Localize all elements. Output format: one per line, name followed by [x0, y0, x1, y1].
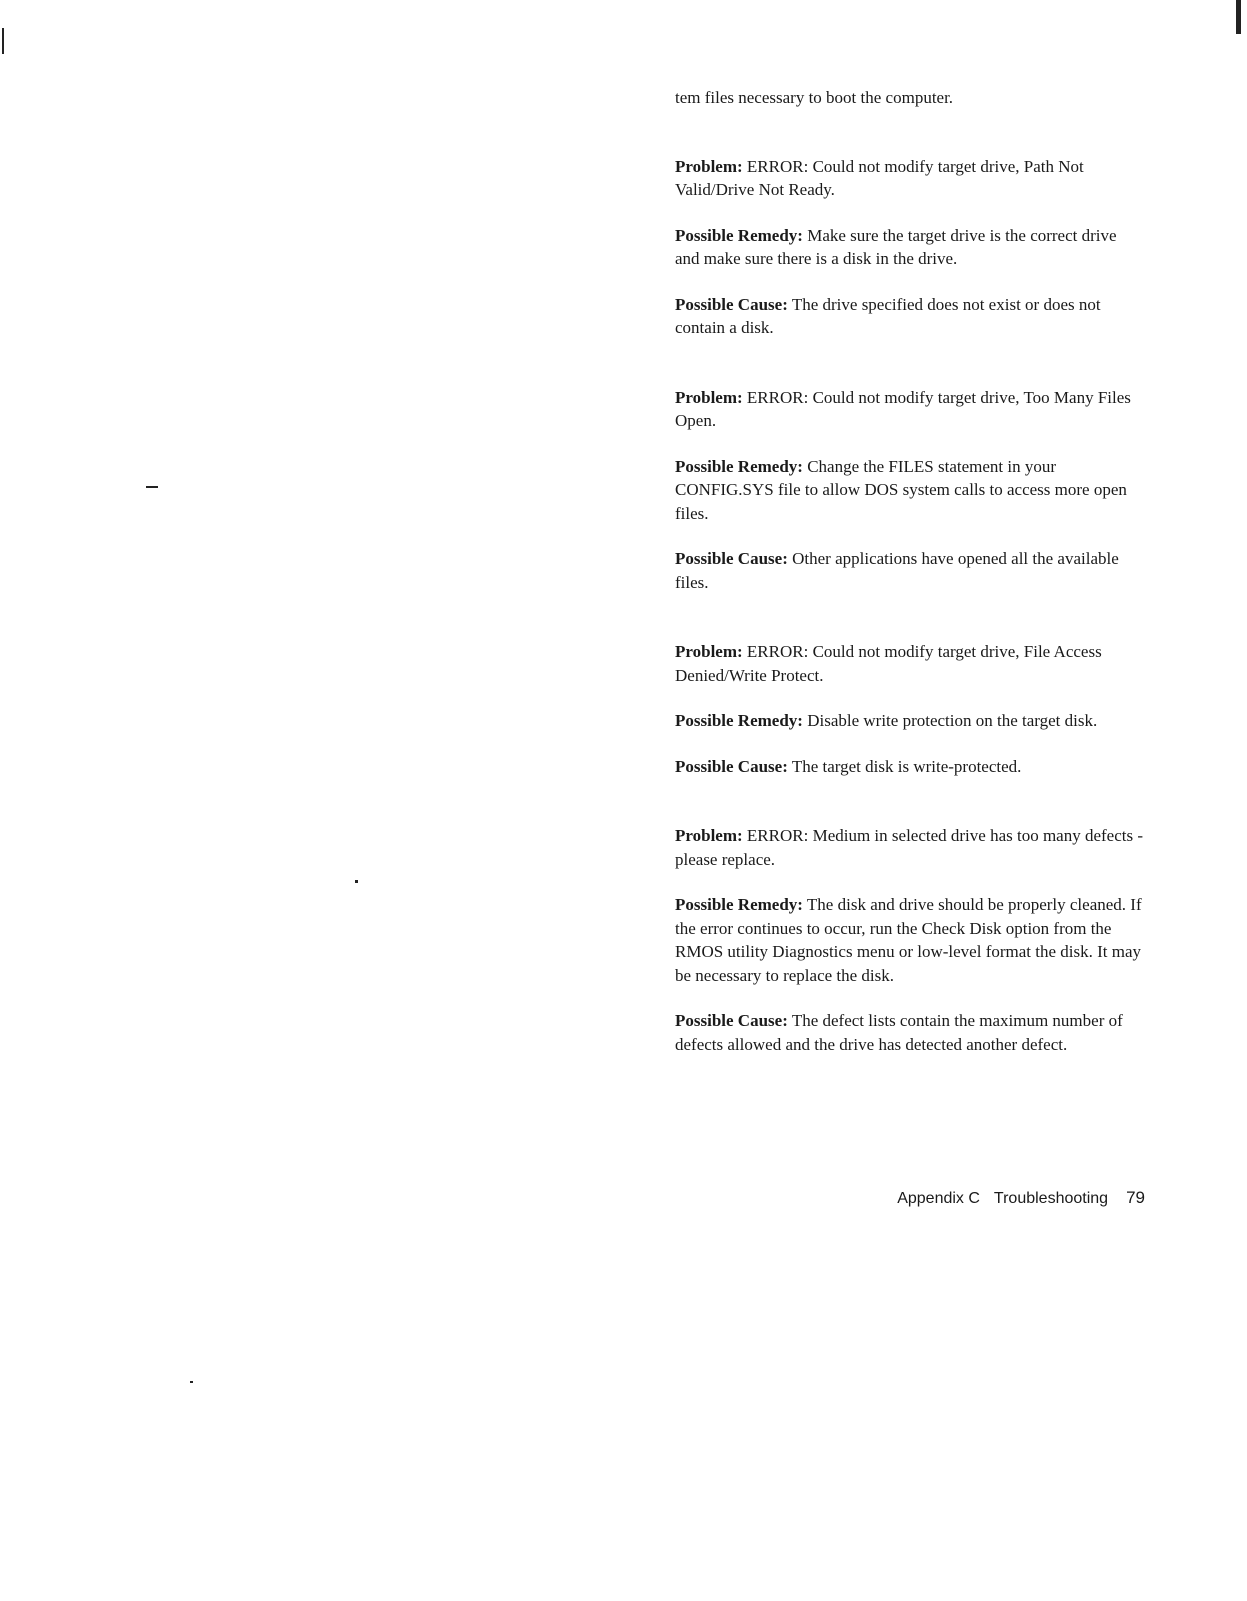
footer-title: Troubleshooting: [993, 1190, 1109, 1207]
remedy-paragraph: [675, 455, 1145, 526]
problem-label: Problem:: [675, 826, 743, 845]
remedy-label: Possible Remedy:: [675, 225, 803, 245]
remedy-paragraph: [675, 893, 1145, 987]
troubleshooting-entry: [675, 155, 1145, 340]
cause-label: Possible Cause:: [675, 756, 788, 776]
remedy-label: Possible Remedy:: [675, 711, 803, 730]
cause-paragraph: [675, 547, 1145, 594]
problem-text: ERROR: Could not modify target drive, Path Not Valid/Drive Not Ready.: [675, 156, 1084, 199]
lead-paragraph: tem files necessary to boot the computer.: [675, 88, 954, 107]
remedy-paragraph: [675, 709, 1145, 733]
remedy-paragraph: [675, 224, 1145, 271]
cause-text: The defect lists contain the maximum number of defects allowed and the drive has detected another defect.: [675, 1011, 1123, 1054]
troubleshooting-entry: [675, 824, 1145, 1056]
problem-text: ERROR: Medium in selected drive has too many defects - please replace.: [675, 826, 1144, 869]
remedy-label: Possible Remedy:: [675, 895, 803, 914]
cause-label: Possible Cause:: [675, 549, 788, 568]
problem-text: ERROR: Could not modify target drive, File Access Denied/Write Protect.: [675, 642, 1102, 685]
cause-label: Possible Cause:: [675, 1011, 788, 1030]
problem-paragraph: [675, 640, 1145, 687]
remedy-text: Disable write protection on the target disk.: [807, 711, 1098, 730]
remedy-text: Change the FILES statement in your CONFIG.SYS file to allow DOS system calls to access more open files.: [675, 456, 1127, 523]
footer-section: Appendix C: [897, 1190, 980, 1207]
scan-dot: [190, 1381, 193, 1383]
cause-label: Possible Cause:: [675, 294, 788, 314]
remedy-label: Possible Remedy:: [675, 456, 803, 476]
cause-paragraph: [675, 293, 1145, 340]
scan-dash: [146, 486, 158, 488]
scan-dot: [355, 880, 358, 883]
troubleshooting-entry: [675, 640, 1145, 778]
cause-paragraph: [675, 1009, 1145, 1056]
cause-text: Other applications have opened all the available files.: [675, 549, 1119, 592]
problem-paragraph: [675, 155, 1145, 202]
problem-label: Problem:: [675, 387, 743, 407]
page-footer: [897, 1188, 1145, 1208]
cause-paragraph: [675, 755, 1145, 779]
text-column: [675, 86, 1145, 1102]
remedy-text: Make sure the target drive is the correct drive and make sure there is a disk in the drive.: [675, 225, 1117, 268]
problem-label: Problem:: [675, 642, 743, 661]
troubleshooting-entry: [675, 386, 1145, 595]
problem-text: ERROR: Could not modify target drive, Too Many Files Open.: [675, 387, 1131, 430]
scan-mark-left-bar: [2, 28, 4, 54]
problem-paragraph: [675, 824, 1145, 871]
remedy-text: The disk and drive should be properly cleaned. If the error continues to occur, run the Check Disk option from the RMOS utility Diagnostics menu or low-level format the disk. It may be necessary to replace the disk.: [675, 895, 1142, 985]
scan-mark-right-bar: [1236, 0, 1241, 34]
cause-text: The target disk is write-protected.: [791, 756, 1022, 776]
page-number: 79: [1126, 1188, 1145, 1207]
problem-label: Problem:: [675, 156, 743, 176]
problem-paragraph: [675, 386, 1145, 433]
cause-text: The drive specified does not exist or does not contain a disk.: [675, 294, 1101, 337]
